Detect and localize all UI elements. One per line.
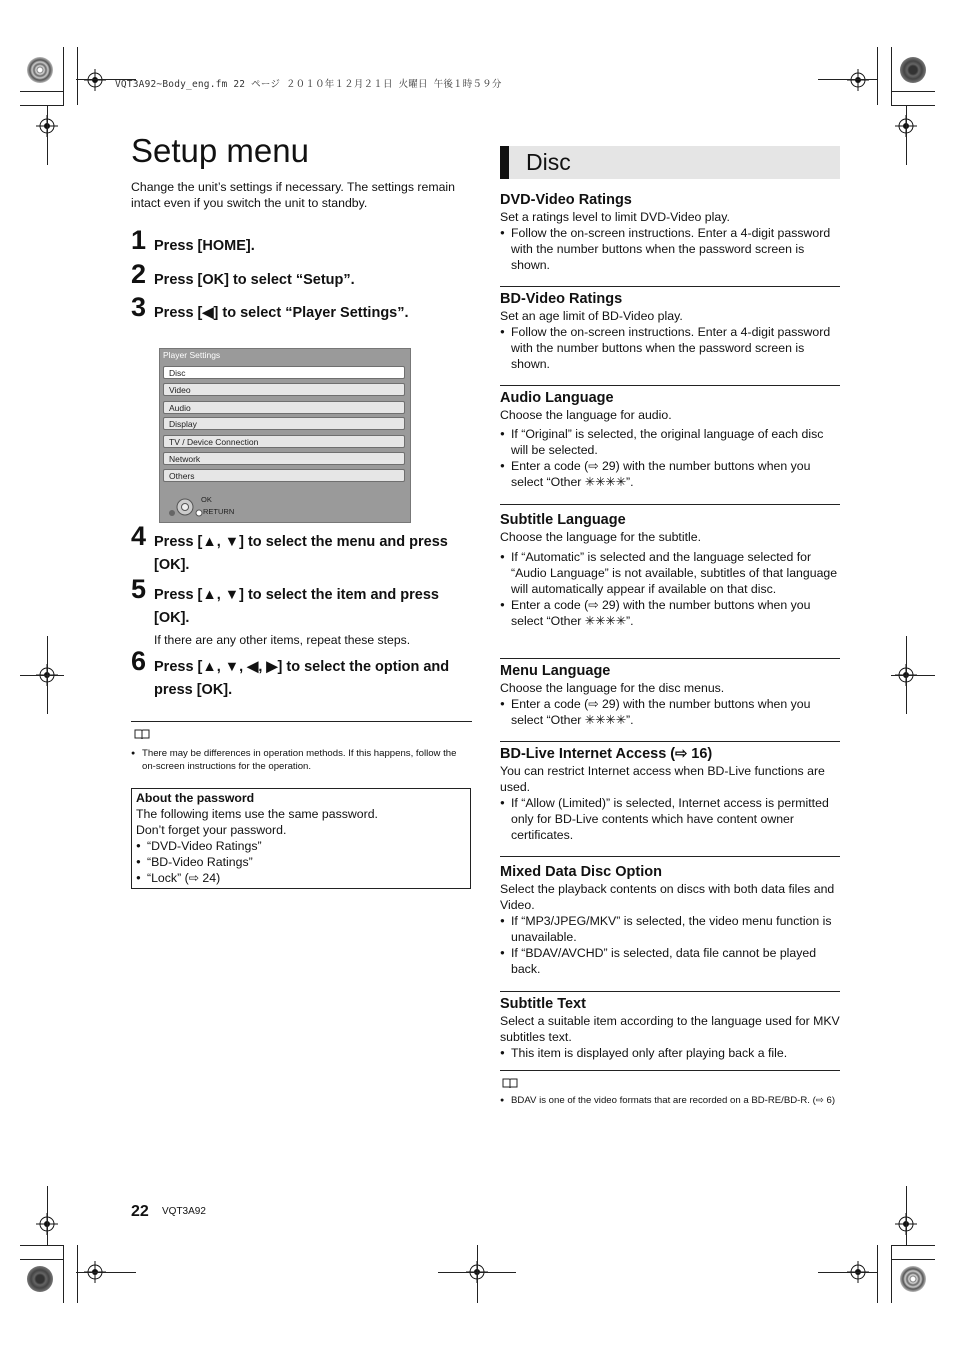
step-text: Press [▲, ▼] to select the menu and press [OK]. <box>154 534 448 573</box>
player-settings-screenshot <box>159 348 411 523</box>
menu-item-disc[interactable]: Disc <box>163 366 405 379</box>
section-heading: Menu Language <box>500 663 611 679</box>
divider <box>131 721 472 722</box>
step-text: Press [▲, ▼, ◀, ▶] to select the option and press [OK]. <box>154 659 450 698</box>
menu-item-network[interactable]: Network <box>163 452 405 465</box>
section-desc: Select the playback contents on discs with both data files and Video. <box>500 882 835 912</box>
step-text: Press [HOME]. <box>154 238 255 254</box>
password-box-item: ● “DVD-Video Ratings” <box>136 838 466 854</box>
note-item: ● There may be differences in operation methods. If this happens, follow the on-screen instructions for the operation. <box>131 747 471 773</box>
divider <box>500 741 840 742</box>
step-number: 3 <box>131 292 147 322</box>
password-box <box>131 788 471 889</box>
divider <box>500 385 840 386</box>
registration-swirl-icon <box>900 57 926 83</box>
step-5-note: If there are any other items, repeat these steps. <box>154 633 411 647</box>
step-number: 4 <box>131 521 147 551</box>
menu-item-others[interactable]: Others <box>163 469 405 482</box>
section-bullet: ● Follow the on-screen instructions. Enter a 4-digit password with the number buttons when the password screen is shown. <box>500 324 840 372</box>
section-desc: Select a suitable item according to the language used for MKV subtitles text. <box>500 1014 840 1044</box>
section-bullet: ● If “MP3/JPEG/MKV” is selected, the video menu function is unavailable. <box>500 913 840 945</box>
section-audio-language <box>500 389 840 490</box>
section-desc: Set an age limit of BD-Video play. <box>500 309 683 323</box>
section-heading: Audio Language <box>500 390 614 406</box>
password-box-line: Don’t forget your password. <box>136 823 287 837</box>
ok-label: OK <box>201 495 212 504</box>
section-heading: DVD-Video Ratings <box>500 192 632 208</box>
divider <box>500 504 840 505</box>
section-bd-live-internet-access <box>500 745 840 843</box>
section-bullet: ● If “BDAV/AVCHD” is selected, data file cannot be played back. <box>500 945 840 977</box>
note-list <box>131 747 471 773</box>
section-mixed-data-disc-option <box>500 863 840 977</box>
step-text: Press [▲, ▼] to select the item and press [OK]. <box>154 587 439 626</box>
section-bullet: ● Enter a code (⇨ 29) with the number buttons when you select “Other ✳✳✳✳”. <box>500 458 840 490</box>
header-accent-bar <box>500 146 509 179</box>
section-menu-language <box>500 662 840 728</box>
page-number: 22 <box>131 1203 149 1220</box>
password-box-item: ● “Lock” (⇨ 24) <box>136 870 466 886</box>
section-subtitle-language <box>500 511 840 629</box>
disc-section-header <box>500 146 840 179</box>
section-bullet: ● Follow the on-screen instructions. Enter a 4-digit password with the number buttons when the password screen is shown. <box>500 225 840 273</box>
page-title: Setup menu <box>131 132 309 169</box>
section-subtitle-text <box>500 995 840 1061</box>
section-desc: You can restrict Internet access when BD-Live functions are used. <box>500 764 825 794</box>
section-desc: Set a ratings level to limit DVD-Video play. <box>500 210 730 224</box>
section-bullet: ● If “Automatic” is selected and the language selected for “Audio Language” is not available, subtitles of that language will automatically appear if available on that disc. <box>500 549 840 597</box>
step-text: Press [OK] to select “Setup”. <box>154 272 355 288</box>
section-bullet: ● Enter a code (⇨ 29) with the number buttons when you select “Other ✳✳✳✳”. <box>500 696 840 728</box>
note-list <box>500 1094 840 1107</box>
step-number: 1 <box>131 225 147 255</box>
section-bullet: ● Enter a code (⇨ 29) with the number buttons when you select “Other ✳✳✳✳”. <box>500 597 840 629</box>
file-header-line: VQT3A92~Body_eng.fm 22 ページ ２０１０年１２月２１日 火曜日 午後１時５９分 <box>115 79 502 90</box>
note-book-icon <box>502 1078 518 1089</box>
section-desc: Choose the language for audio. <box>500 408 672 422</box>
section-bd-video-ratings <box>500 290 840 372</box>
section-heading: BD-Live Internet Access (⇨ 16) <box>500 746 713 762</box>
registration-swirl-icon <box>27 1266 53 1292</box>
step-number: 6 <box>131 646 147 676</box>
section-bullet: ● This item is displayed only after playing back a file. <box>500 1045 840 1061</box>
section-heading: Subtitle Text <box>500 996 586 1012</box>
section-desc: Choose the language for the subtitle. <box>500 530 701 544</box>
section-dvd-video-ratings <box>500 191 840 273</box>
divider <box>500 658 840 659</box>
disc-heading: Disc <box>526 149 571 175</box>
divider <box>500 286 840 287</box>
step-number: 2 <box>131 259 147 289</box>
section-bullet: ● If “Allow (Limited)” is selected, Internet access is permitted only for BD-Live contents which have content owner certificates. <box>500 795 840 843</box>
menu-item-tv-device-connection[interactable]: TV / Device Connection <box>163 435 405 448</box>
divider <box>500 1070 840 1071</box>
player-settings-title: Player Settings <box>163 350 221 360</box>
section-heading: Subtitle Language <box>500 512 626 528</box>
divider <box>500 991 840 992</box>
section-desc: Choose the language for the disc menus. <box>500 681 725 695</box>
registration-swirl-icon <box>900 1266 926 1292</box>
section-heading: BD-Video Ratings <box>500 291 623 307</box>
remote-dpad-icon <box>168 498 204 520</box>
intro-text: Change the unit’s settings if necessary. The settings remain intact even if you switch the unit to standby. <box>131 180 455 210</box>
password-box-item: ● “BD-Video Ratings” <box>136 854 466 870</box>
page-code: VQT3A92 <box>162 1206 206 1217</box>
return-label: RETURN <box>203 507 235 516</box>
divider <box>500 856 840 857</box>
crosshair-icon <box>847 69 869 91</box>
registration-swirl-icon <box>27 57 53 83</box>
crosshair-icon <box>84 69 106 91</box>
section-bullet: ● If “Original” is selected, the original language of each disc will be selected. <box>500 426 840 458</box>
password-box-title: About the password <box>136 791 255 805</box>
step-number: 5 <box>131 574 147 604</box>
password-box-line: The following items use the same password. <box>136 807 378 821</box>
menu-item-video[interactable]: Video <box>163 383 405 396</box>
note-book-icon <box>134 729 150 740</box>
note-item: ● BDAV is one of the video formats that are recorded on a BD-RE/BD-R. (⇨ 6) <box>500 1094 840 1107</box>
menu-item-audio[interactable]: Audio <box>163 401 405 414</box>
step-text: Press [◀] to select “Player Settings”. <box>154 305 409 321</box>
menu-item-display[interactable]: Display <box>163 417 405 430</box>
section-heading: Mixed Data Disc Option <box>500 864 662 880</box>
